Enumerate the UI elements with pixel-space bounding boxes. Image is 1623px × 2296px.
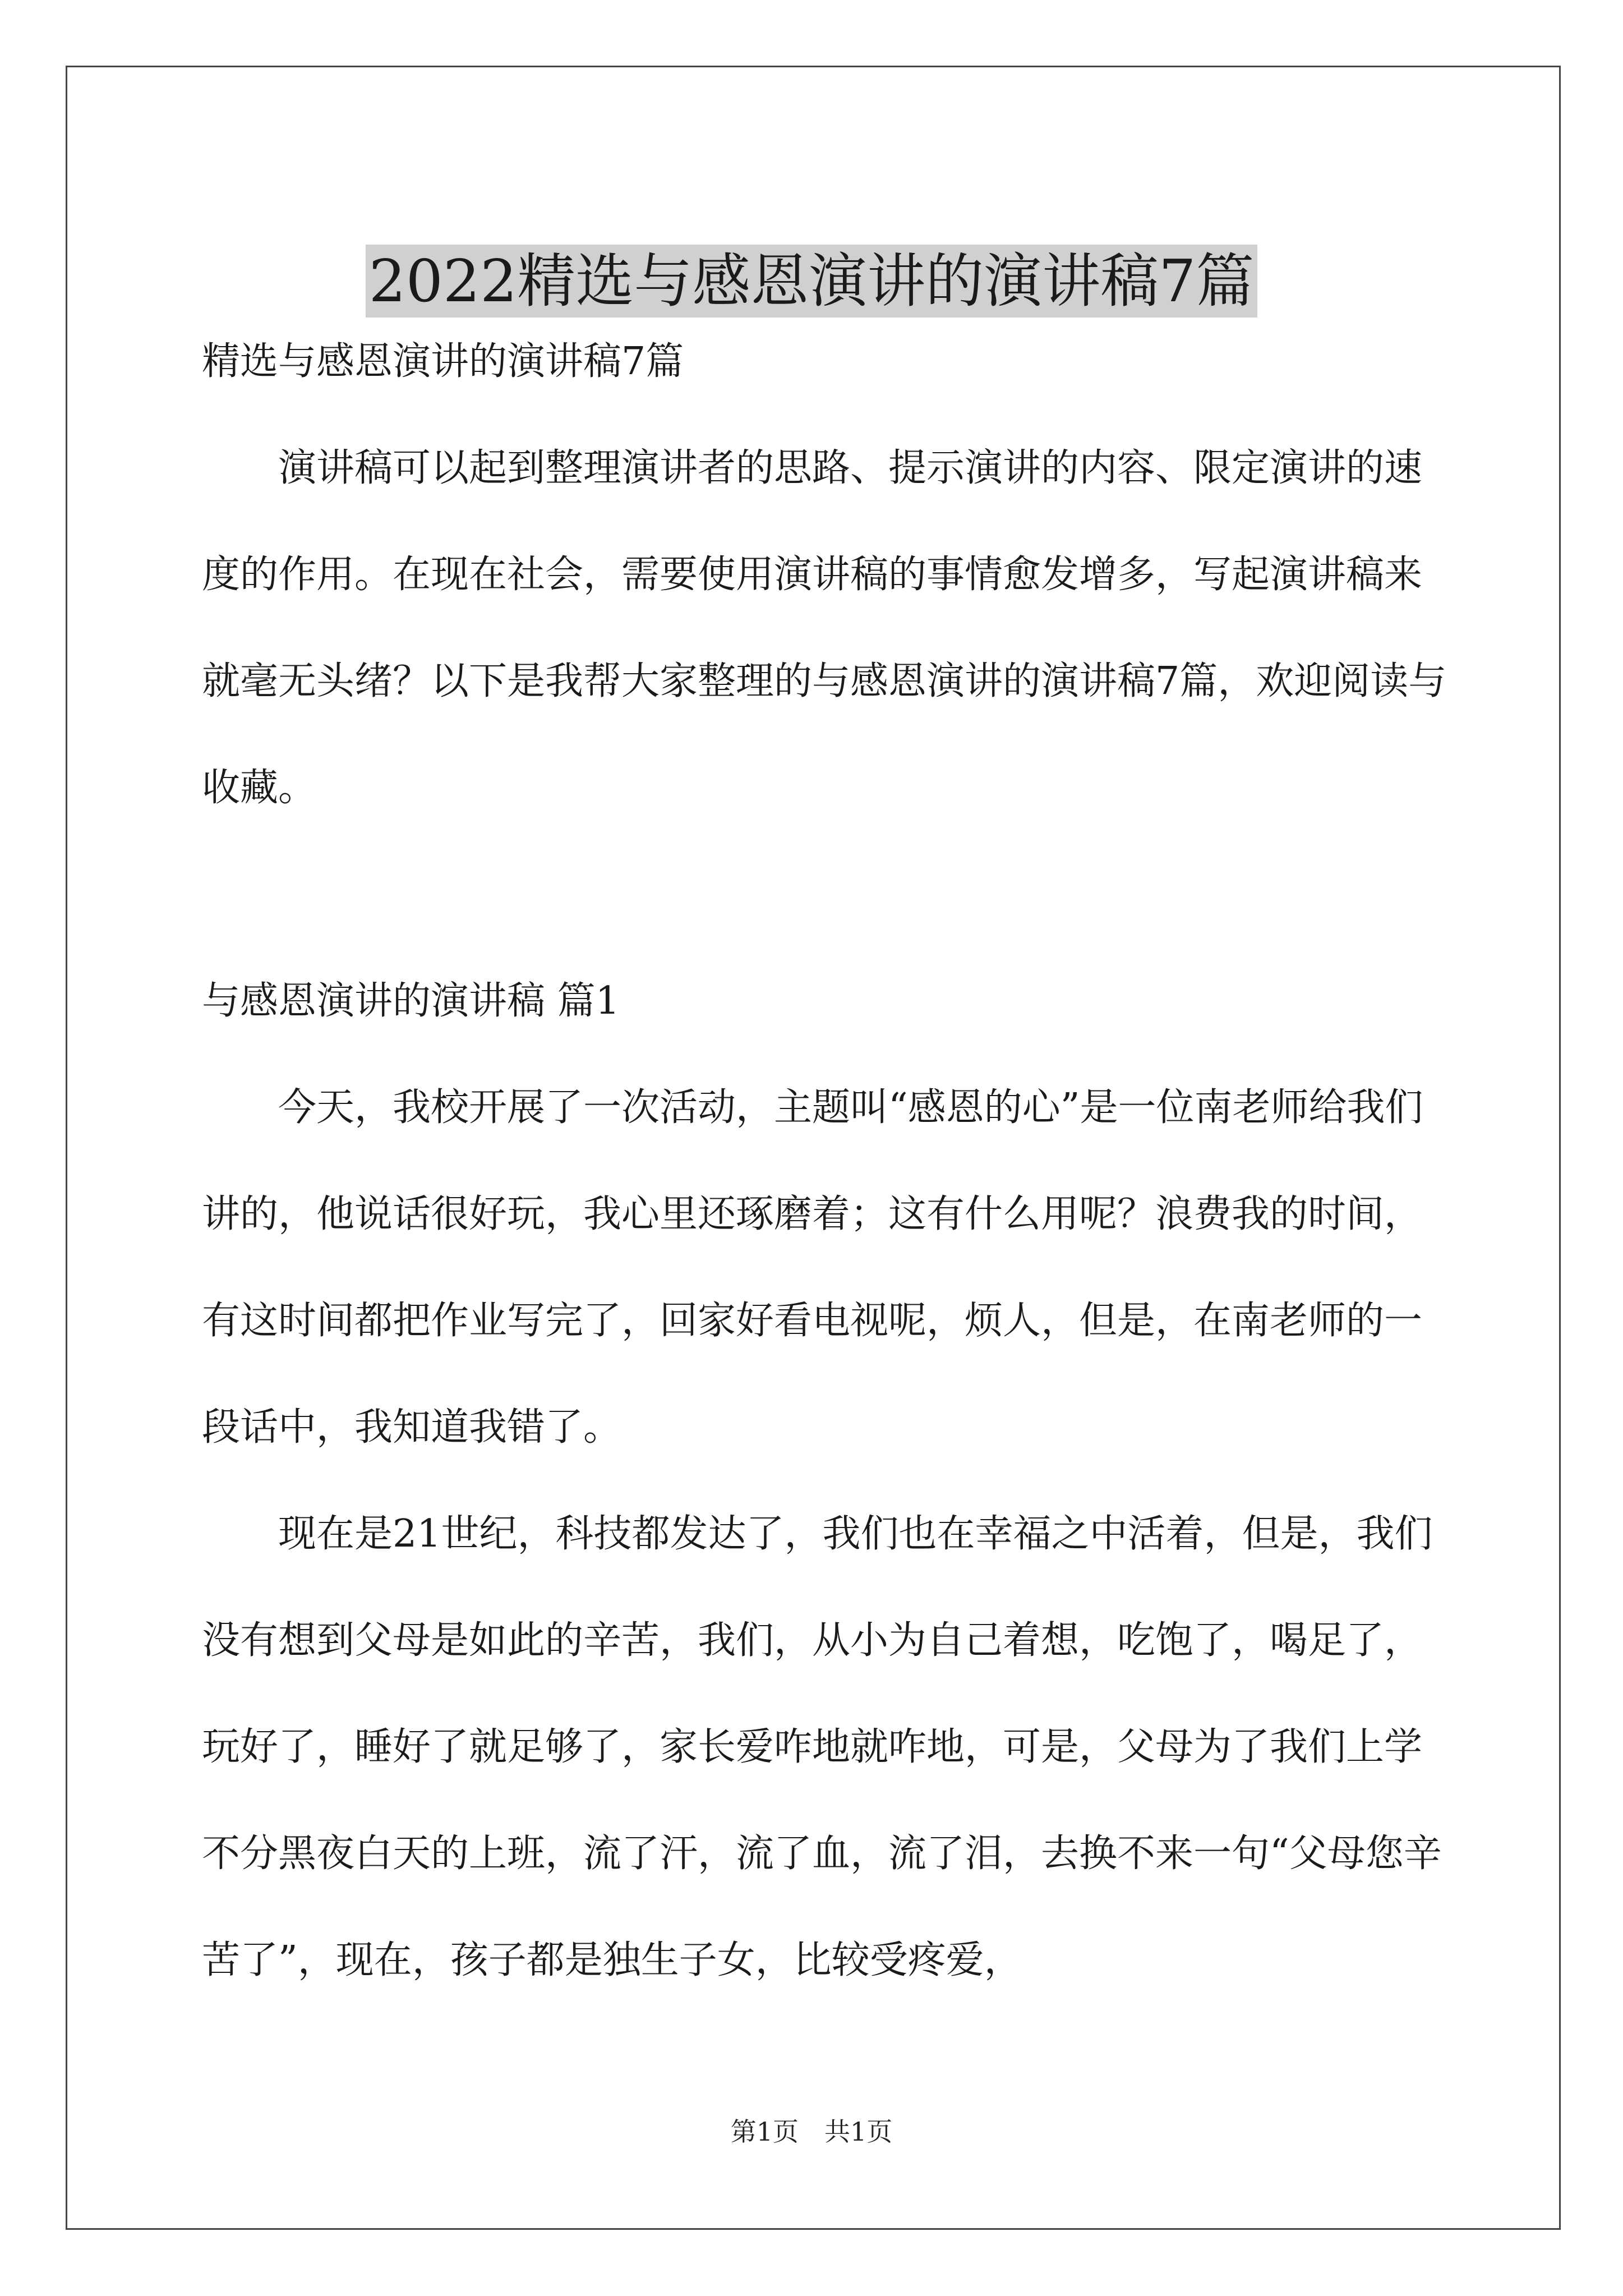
body-paragraph: 今天，我校开展了一次活动，主题叫“感恩的心”是一位南老师给我们讲的，他说话很好玩，我心里还琢磨着；这有什么用呢？浪费我的时间，有这时间都把作业写完了，回家好看电视呢，烦人，但是，在南老师的一段话中，我知道我错了。 xyxy=(202,1085,1423,1450)
intro-paragraph: 演讲稿可以起到整理演讲者的思路、提示演讲的内容、限定演讲的速度的作用。在现在社会，需要使用演讲稿的事情愈发增多，写起演讲稿来就毫无头绪？以下是我帮大家整理的与感恩演讲的演讲稿7篇，欢迎阅读与收藏。 xyxy=(202,446,1447,810)
document-title-text: 2022精选与感恩演讲的演讲稿7篇 xyxy=(366,245,1258,318)
page-footer: 第1页 共1页 xyxy=(730,2116,893,2147)
section-heading: 与感恩演讲的演讲稿 篇1 xyxy=(202,979,620,1023)
document-body xyxy=(202,309,1453,2014)
document-subtitle: 精选与感恩演讲的演讲稿7篇 xyxy=(202,339,684,384)
section-spacer xyxy=(202,841,1453,948)
body-paragraph: 现在是21世纪，科技都发达了，我们也在幸福之中活着，但是，我们没有想到父母是如此的辛苦，我们，从小为自己着想，吃饱了，喝足了，玩好了，睡好了就足够了，家长爱咋地就咋地，可是，父母为了我们上学不分黑夜白天的上班，流了汗，流了血，流了泪，去换不来一句“父母您辛苦了”，现在，孩子都是独生子女，比较受疼爱， xyxy=(202,1512,1442,1982)
